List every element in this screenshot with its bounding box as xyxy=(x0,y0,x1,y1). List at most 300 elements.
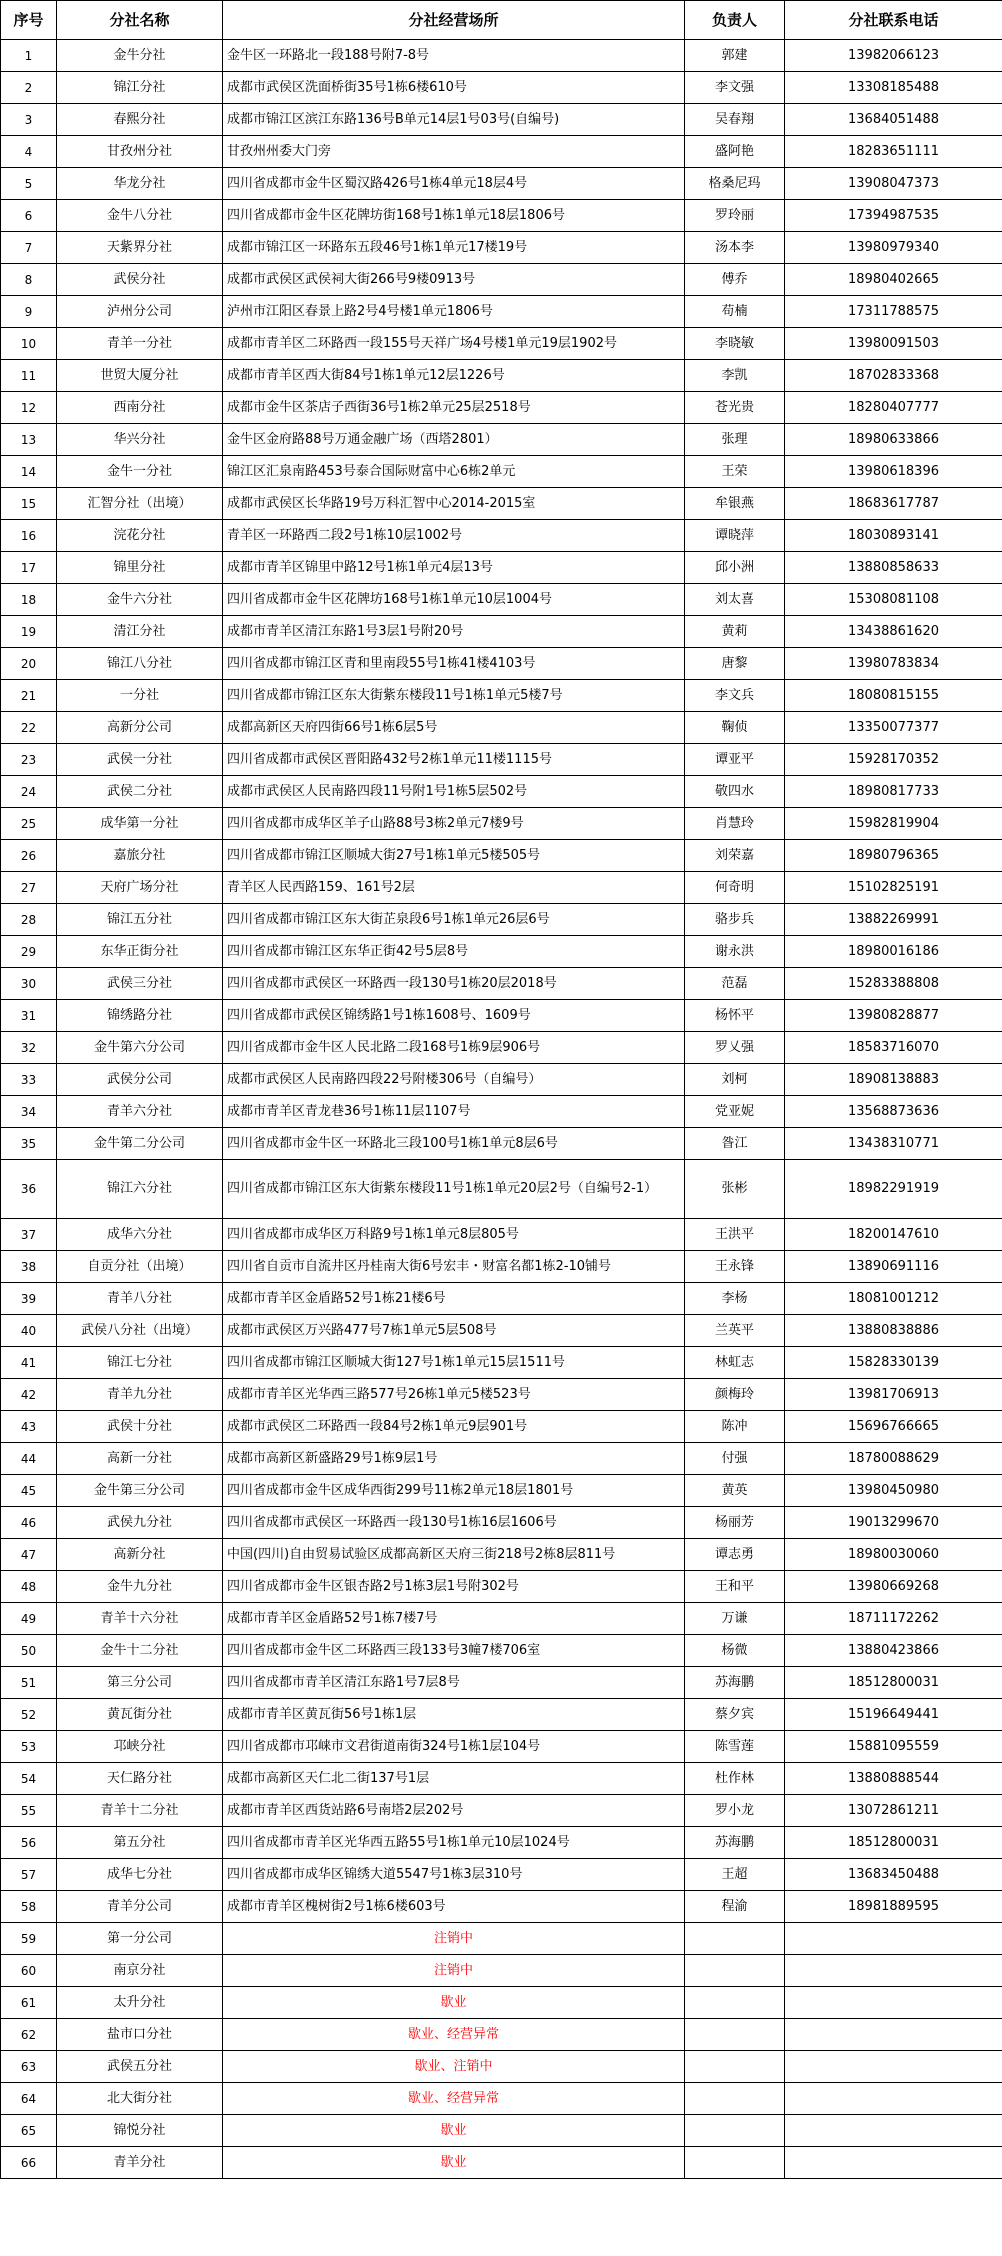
cell-no[interactable]: 62 xyxy=(1,2019,57,2051)
cell-phone[interactable]: 13350077377 xyxy=(785,712,1002,744)
cell-no[interactable]: 3 xyxy=(1,104,57,136)
cell-manager[interactable]: 陈冲 xyxy=(685,1411,785,1443)
cell-address[interactable]: 四川省成都市青羊区清江东路1号7层8号 xyxy=(223,1667,685,1699)
cell-address[interactable]: 成都市武侯区人民南路四段22号附楼306号（自编号） xyxy=(223,1064,685,1096)
cell-status[interactable]: 注销中 xyxy=(223,1923,685,1955)
cell-manager[interactable]: 王永锋 xyxy=(685,1251,785,1283)
cell-phone[interactable]: 13684051488 xyxy=(785,104,1002,136)
cell-manager[interactable]: 吴春翔 xyxy=(685,104,785,136)
cell-address[interactable]: 成都市武侯区二环路西一段84号2栋1单元9层901号 xyxy=(223,1411,685,1443)
cell-manager[interactable]: 李晓敏 xyxy=(685,328,785,360)
cell-name[interactable]: 高新分社 xyxy=(57,1539,223,1571)
cell-manager[interactable] xyxy=(685,1987,785,2019)
cell-address[interactable]: 四川省成都市武侯区锦绣路1号1栋1608号、1609号 xyxy=(223,1000,685,1032)
cell-name[interactable]: 锦绣路分社 xyxy=(57,1000,223,1032)
cell-no[interactable]: 35 xyxy=(1,1128,57,1160)
cell-manager[interactable]: 苍光贵 xyxy=(685,392,785,424)
cell-address[interactable]: 四川省成都市武侯区一环路西一段130号1栋16层1606号 xyxy=(223,1507,685,1539)
cell-phone[interactable]: 18512800031 xyxy=(785,1667,1002,1699)
cell-name[interactable]: 青羊分公司 xyxy=(57,1891,223,1923)
cell-no[interactable]: 14 xyxy=(1,456,57,488)
cell-address[interactable]: 四川省成都市青羊区光华西五路55号1栋1单元10层1024号 xyxy=(223,1827,685,1859)
cell-address[interactable]: 四川省成都市锦江区东华正街42号5层8号 xyxy=(223,936,685,968)
cell-name[interactable]: 锦江八分社 xyxy=(57,648,223,680)
cell-address[interactable]: 成都市青羊区光华西三路577号26栋1单元5楼523号 xyxy=(223,1379,685,1411)
cell-address[interactable]: 成都市青羊区二环路西一段155号天祥广场4号楼1单元19层1902号 xyxy=(223,328,685,360)
cell-phone[interactable] xyxy=(785,1955,1002,1987)
cell-manager[interactable]: 鞠侦 xyxy=(685,712,785,744)
cell-no[interactable]: 32 xyxy=(1,1032,57,1064)
cell-name[interactable]: 自贡分社（出境） xyxy=(57,1251,223,1283)
cell-no[interactable]: 25 xyxy=(1,808,57,840)
cell-no[interactable]: 36 xyxy=(1,1160,57,1219)
cell-phone[interactable]: 18280407777 xyxy=(785,392,1002,424)
cell-phone[interactable]: 15283388808 xyxy=(785,968,1002,1000)
cell-phone[interactable]: 13980669268 xyxy=(785,1571,1002,1603)
cell-name[interactable]: 金牛九分社 xyxy=(57,1571,223,1603)
cell-phone[interactable]: 15196649441 xyxy=(785,1699,1002,1731)
cell-address[interactable]: 四川省成都市锦江区青和里南段55号1栋41楼4103号 xyxy=(223,648,685,680)
cell-no[interactable]: 51 xyxy=(1,1667,57,1699)
cell-address[interactable]: 成都市青羊区西货站路6号南塔2层202号 xyxy=(223,1795,685,1827)
cell-manager[interactable]: 苏海鹏 xyxy=(685,1827,785,1859)
cell-no[interactable]: 26 xyxy=(1,840,57,872)
cell-no[interactable]: 33 xyxy=(1,1064,57,1096)
cell-status[interactable]: 歇业、注销中 xyxy=(223,2051,685,2083)
cell-manager[interactable]: 黄莉 xyxy=(685,616,785,648)
cell-manager[interactable] xyxy=(685,2019,785,2051)
cell-phone[interactable]: 13683450488 xyxy=(785,1859,1002,1891)
cell-address[interactable]: 四川省成都市成华区锦绣大道5547号1栋3层310号 xyxy=(223,1859,685,1891)
cell-address[interactable]: 四川省自贡市自流井区丹桂南大街6号宏丰・财富名都1栋2-10铺号 xyxy=(223,1251,685,1283)
cell-address[interactable]: 四川省成都市金牛区一环路北三段100号1栋1单元8层6号 xyxy=(223,1128,685,1160)
cell-no[interactable]: 17 xyxy=(1,552,57,584)
cell-no[interactable]: 11 xyxy=(1,360,57,392)
cell-no[interactable]: 52 xyxy=(1,1699,57,1731)
cell-no[interactable]: 29 xyxy=(1,936,57,968)
cell-name[interactable]: 金牛第三分公司 xyxy=(57,1475,223,1507)
cell-no[interactable]: 1 xyxy=(1,40,57,72)
header-manager[interactable]: 负责人 xyxy=(685,1,785,40)
cell-phone[interactable]: 13880858633 xyxy=(785,552,1002,584)
cell-manager[interactable]: 党亚妮 xyxy=(685,1096,785,1128)
cell-no[interactable]: 12 xyxy=(1,392,57,424)
cell-name[interactable]: 武侯九分社 xyxy=(57,1507,223,1539)
cell-address[interactable]: 青羊区一环路西二段2号1栋10层1002号 xyxy=(223,520,685,552)
cell-phone[interactable]: 18080815155 xyxy=(785,680,1002,712)
cell-no[interactable]: 9 xyxy=(1,296,57,328)
cell-no[interactable]: 30 xyxy=(1,968,57,1000)
cell-no[interactable]: 15 xyxy=(1,488,57,520)
cell-name[interactable]: 东华正街分社 xyxy=(57,936,223,968)
cell-phone[interactable]: 15982819904 xyxy=(785,808,1002,840)
cell-name[interactable]: 北大街分社 xyxy=(57,2083,223,2115)
cell-phone[interactable] xyxy=(785,1987,1002,2019)
cell-manager[interactable]: 张彬 xyxy=(685,1160,785,1219)
cell-name[interactable]: 成华第一分社 xyxy=(57,808,223,840)
cell-manager[interactable]: 万谦 xyxy=(685,1603,785,1635)
cell-address[interactable]: 四川省成都市锦江区东大街芷泉段6号1栋1单元26层6号 xyxy=(223,904,685,936)
cell-manager[interactable]: 兰英平 xyxy=(685,1315,785,1347)
cell-address[interactable]: 甘孜州州委大门旁 xyxy=(223,136,685,168)
cell-manager[interactable]: 傅乔 xyxy=(685,264,785,296)
cell-phone[interactable]: 13981706913 xyxy=(785,1379,1002,1411)
cell-name[interactable]: 武侯八分社（出境） xyxy=(57,1315,223,1347)
cell-manager[interactable]: 罗乂强 xyxy=(685,1032,785,1064)
cell-phone[interactable]: 18200147610 xyxy=(785,1219,1002,1251)
cell-name[interactable]: 武侯分公司 xyxy=(57,1064,223,1096)
cell-manager[interactable]: 何奇明 xyxy=(685,872,785,904)
cell-no[interactable]: 19 xyxy=(1,616,57,648)
cell-phone[interactable]: 15308081108 xyxy=(785,584,1002,616)
cell-address[interactable]: 成都市青羊区西大街84号1栋1单元12层1226号 xyxy=(223,360,685,392)
cell-phone[interactable]: 13308185488 xyxy=(785,72,1002,104)
cell-phone[interactable] xyxy=(785,2051,1002,2083)
cell-address[interactable]: 成都市高新区新盛路29号1栋9层1号 xyxy=(223,1443,685,1475)
cell-name[interactable]: 成华六分社 xyxy=(57,1219,223,1251)
cell-name[interactable]: 华兴分社 xyxy=(57,424,223,456)
cell-name[interactable]: 一分社 xyxy=(57,680,223,712)
cell-name[interactable]: 武侯分社 xyxy=(57,264,223,296)
cell-address[interactable]: 泸州市江阳区春景上路2号4号楼1单元1806号 xyxy=(223,296,685,328)
cell-name[interactable]: 金牛六分社 xyxy=(57,584,223,616)
cell-no[interactable]: 61 xyxy=(1,1987,57,2019)
cell-address[interactable]: 四川省成都市金牛区蜀汉路426号1栋4单元18层4号 xyxy=(223,168,685,200)
cell-manager[interactable]: 林虹志 xyxy=(685,1347,785,1379)
cell-phone[interactable]: 18980633866 xyxy=(785,424,1002,456)
cell-name[interactable]: 青羊十六分社 xyxy=(57,1603,223,1635)
cell-manager[interactable]: 杨丽芳 xyxy=(685,1507,785,1539)
cell-name[interactable]: 高新一分社 xyxy=(57,1443,223,1475)
cell-name[interactable]: 嘉旅分社 xyxy=(57,840,223,872)
cell-status[interactable]: 歇业、经营异常 xyxy=(223,2083,685,2115)
cell-phone[interactable]: 18030893141 xyxy=(785,520,1002,552)
cell-phone[interactable]: 19013299670 xyxy=(785,1507,1002,1539)
cell-phone[interactable]: 13438310771 xyxy=(785,1128,1002,1160)
cell-status[interactable]: 歇业、经营异常 xyxy=(223,2019,685,2051)
cell-no[interactable]: 23 xyxy=(1,744,57,776)
cell-no[interactable]: 66 xyxy=(1,2147,57,2179)
cell-phone[interactable]: 13880423866 xyxy=(785,1635,1002,1667)
cell-no[interactable]: 39 xyxy=(1,1283,57,1315)
cell-no[interactable]: 65 xyxy=(1,2115,57,2147)
cell-name[interactable]: 武侯十分社 xyxy=(57,1411,223,1443)
cell-address[interactable]: 四川省成都市成华区羊子山路88号3栋2单元7楼9号 xyxy=(223,808,685,840)
cell-phone[interactable]: 18702833368 xyxy=(785,360,1002,392)
cell-status[interactable]: 歇业 xyxy=(223,2115,685,2147)
cell-phone[interactable]: 18908138883 xyxy=(785,1064,1002,1096)
cell-name[interactable]: 金牛八分社 xyxy=(57,200,223,232)
cell-phone[interactable]: 15928170352 xyxy=(785,744,1002,776)
cell-manager[interactable]: 牟银燕 xyxy=(685,488,785,520)
cell-address[interactable]: 四川省成都市邛崃市文君街道南街324号1栋1层104号 xyxy=(223,1731,685,1763)
cell-no[interactable]: 63 xyxy=(1,2051,57,2083)
cell-name[interactable]: 武侯二分社 xyxy=(57,776,223,808)
cell-name[interactable]: 锦江分社 xyxy=(57,72,223,104)
cell-manager[interactable]: 盛阿艳 xyxy=(685,136,785,168)
cell-name[interactable]: 甘孜州分社 xyxy=(57,136,223,168)
cell-phone[interactable]: 13880888544 xyxy=(785,1763,1002,1795)
cell-no[interactable]: 21 xyxy=(1,680,57,712)
cell-name[interactable]: 天仁路分社 xyxy=(57,1763,223,1795)
cell-name[interactable]: 黄瓦街分社 xyxy=(57,1699,223,1731)
cell-manager[interactable]: 谭晓萍 xyxy=(685,520,785,552)
cell-no[interactable]: 8 xyxy=(1,264,57,296)
cell-phone[interactable]: 18980016186 xyxy=(785,936,1002,968)
cell-manager[interactable]: 李文强 xyxy=(685,72,785,104)
cell-no[interactable]: 48 xyxy=(1,1571,57,1603)
cell-name[interactable]: 金牛第六分公司 xyxy=(57,1032,223,1064)
cell-manager[interactable]: 付强 xyxy=(685,1443,785,1475)
cell-name[interactable]: 金牛分社 xyxy=(57,40,223,72)
cell-address[interactable]: 金牛区一环路北一段188号附7-8号 xyxy=(223,40,685,72)
cell-name[interactable]: 武侯五分社 xyxy=(57,2051,223,2083)
cell-manager[interactable]: 刘太喜 xyxy=(685,584,785,616)
cell-phone[interactable]: 13980091503 xyxy=(785,328,1002,360)
cell-manager[interactable]: 骆步兵 xyxy=(685,904,785,936)
cell-address[interactable]: 成都市青羊区青龙巷36号1栋11层1107号 xyxy=(223,1096,685,1128)
cell-manager[interactable]: 杨怀平 xyxy=(685,1000,785,1032)
cell-name[interactable]: 天府广场分社 xyxy=(57,872,223,904)
cell-status[interactable]: 歇业 xyxy=(223,2147,685,2179)
cell-manager[interactable]: 格桑尼玛 xyxy=(685,168,785,200)
cell-no[interactable]: 5 xyxy=(1,168,57,200)
cell-name[interactable]: 青羊六分社 xyxy=(57,1096,223,1128)
cell-name[interactable]: 汇智分社（出境） xyxy=(57,488,223,520)
cell-no[interactable]: 28 xyxy=(1,904,57,936)
cell-phone[interactable]: 18283651111 xyxy=(785,136,1002,168)
cell-no[interactable]: 18 xyxy=(1,584,57,616)
cell-manager[interactable]: 王洪平 xyxy=(685,1219,785,1251)
cell-status[interactable]: 歇业 xyxy=(223,1987,685,2019)
cell-phone[interactable]: 18583716070 xyxy=(785,1032,1002,1064)
cell-address[interactable]: 四川省成都市金牛区银杏路2号1栋3层1号附302号 xyxy=(223,1571,685,1603)
cell-address[interactable]: 成都市青羊区金盾路52号1栋21楼6号 xyxy=(223,1283,685,1315)
cell-status[interactable]: 注销中 xyxy=(223,1955,685,1987)
cell-phone[interactable]: 13908047373 xyxy=(785,168,1002,200)
cell-no[interactable]: 40 xyxy=(1,1315,57,1347)
cell-manager[interactable]: 王和平 xyxy=(685,1571,785,1603)
cell-name[interactable]: 锦江七分社 xyxy=(57,1347,223,1379)
cell-name[interactable]: 金牛一分社 xyxy=(57,456,223,488)
cell-address[interactable]: 四川省成都市锦江区顺城大街27号1栋1单元5楼505号 xyxy=(223,840,685,872)
cell-name[interactable]: 锦里分社 xyxy=(57,552,223,584)
cell-no[interactable]: 34 xyxy=(1,1096,57,1128)
cell-name[interactable]: 太升分社 xyxy=(57,1987,223,2019)
cell-manager[interactable]: 李凯 xyxy=(685,360,785,392)
cell-manager[interactable]: 李杨 xyxy=(685,1283,785,1315)
cell-no[interactable]: 45 xyxy=(1,1475,57,1507)
cell-manager[interactable]: 蔡夕宾 xyxy=(685,1699,785,1731)
cell-phone[interactable]: 13982066123 xyxy=(785,40,1002,72)
cell-manager[interactable]: 李文兵 xyxy=(685,680,785,712)
cell-name[interactable]: 世贸大厦分社 xyxy=(57,360,223,392)
cell-address[interactable]: 成都市青羊区槐树街2号1栋6楼603号 xyxy=(223,1891,685,1923)
cell-no[interactable]: 4 xyxy=(1,136,57,168)
cell-no[interactable]: 24 xyxy=(1,776,57,808)
cell-no[interactable]: 7 xyxy=(1,232,57,264)
cell-name[interactable]: 锦江五分社 xyxy=(57,904,223,936)
cell-phone[interactable]: 15696766665 xyxy=(785,1411,1002,1443)
cell-address[interactable]: 四川省成都市锦江区东大街紫东楼段11号1栋1单元5楼7号 xyxy=(223,680,685,712)
cell-phone[interactable]: 13880838886 xyxy=(785,1315,1002,1347)
cell-address[interactable]: 成都市武侯区武侯祠大街266号9楼0913号 xyxy=(223,264,685,296)
cell-address[interactable]: 成都市武侯区长华路19号万科汇智中心2014-2015室 xyxy=(223,488,685,520)
cell-manager[interactable]: 唐黎 xyxy=(685,648,785,680)
cell-no[interactable]: 55 xyxy=(1,1795,57,1827)
cell-name[interactable]: 武侯一分社 xyxy=(57,744,223,776)
cell-manager[interactable]: 谭志勇 xyxy=(685,1539,785,1571)
cell-phone[interactable]: 17311788575 xyxy=(785,296,1002,328)
cell-name[interactable]: 第五分社 xyxy=(57,1827,223,1859)
cell-manager[interactable]: 王荣 xyxy=(685,456,785,488)
cell-name[interactable]: 第三分公司 xyxy=(57,1667,223,1699)
cell-name[interactable]: 西南分社 xyxy=(57,392,223,424)
cell-no[interactable]: 42 xyxy=(1,1379,57,1411)
cell-address[interactable]: 四川省成都市金牛区二环路西三段133号3幢7楼706室 xyxy=(223,1635,685,1667)
cell-phone[interactable]: 13980618396 xyxy=(785,456,1002,488)
header-address[interactable]: 分社经营场所 xyxy=(223,1,685,40)
cell-manager[interactable]: 敬四水 xyxy=(685,776,785,808)
cell-name[interactable]: 青羊分社 xyxy=(57,2147,223,2179)
cell-manager[interactable] xyxy=(685,1955,785,1987)
cell-manager[interactable]: 程渝 xyxy=(685,1891,785,1923)
cell-no[interactable]: 43 xyxy=(1,1411,57,1443)
cell-manager[interactable]: 苏海鹏 xyxy=(685,1667,785,1699)
header-no[interactable]: 序号 xyxy=(1,1,57,40)
cell-address[interactable]: 四川省成都市锦江区顺城大街127号1栋1单元15层1511号 xyxy=(223,1347,685,1379)
cell-phone[interactable]: 18780088629 xyxy=(785,1443,1002,1475)
cell-phone[interactable] xyxy=(785,1923,1002,1955)
cell-no[interactable]: 64 xyxy=(1,2083,57,2115)
cell-manager[interactable]: 谭亚平 xyxy=(685,744,785,776)
cell-name[interactable]: 华龙分社 xyxy=(57,168,223,200)
cell-address[interactable]: 四川省成都市金牛区花牌坊街168号1栋1单元18层1806号 xyxy=(223,200,685,232)
cell-name[interactable]: 青羊九分社 xyxy=(57,1379,223,1411)
cell-phone[interactable]: 18981889595 xyxy=(785,1891,1002,1923)
cell-phone[interactable]: 18982291919 xyxy=(785,1160,1002,1219)
cell-name[interactable]: 南京分社 xyxy=(57,1955,223,1987)
cell-manager[interactable]: 张理 xyxy=(685,424,785,456)
cell-no[interactable]: 47 xyxy=(1,1539,57,1571)
cell-manager[interactable]: 罗玲丽 xyxy=(685,200,785,232)
cell-name[interactable]: 邛峡分社 xyxy=(57,1731,223,1763)
cell-name[interactable]: 金牛十二分社 xyxy=(57,1635,223,1667)
cell-address[interactable]: 成都市武侯区万兴路477号7栋1单元5层508号 xyxy=(223,1315,685,1347)
cell-phone[interactable]: 18683617787 xyxy=(785,488,1002,520)
cell-name[interactable]: 成华七分社 xyxy=(57,1859,223,1891)
cell-name[interactable]: 锦悦分社 xyxy=(57,2115,223,2147)
cell-no[interactable]: 6 xyxy=(1,200,57,232)
cell-manager[interactable]: 颜梅玲 xyxy=(685,1379,785,1411)
cell-no[interactable]: 57 xyxy=(1,1859,57,1891)
cell-address[interactable]: 成都市高新区天仁北二街137号1层 xyxy=(223,1763,685,1795)
cell-manager[interactable]: 罗小龙 xyxy=(685,1795,785,1827)
cell-phone[interactable] xyxy=(785,2019,1002,2051)
cell-name[interactable]: 高新分公司 xyxy=(57,712,223,744)
cell-no[interactable]: 16 xyxy=(1,520,57,552)
cell-manager[interactable]: 刘柯 xyxy=(685,1064,785,1096)
cell-address[interactable]: 金牛区金府路88号万通金融广场（西塔2801） xyxy=(223,424,685,456)
cell-no[interactable]: 20 xyxy=(1,648,57,680)
cell-address[interactable]: 四川省成都市金牛区人民北路二段168号1栋9层906号 xyxy=(223,1032,685,1064)
cell-name[interactable]: 浣花分社 xyxy=(57,520,223,552)
cell-phone[interactable]: 13072861211 xyxy=(785,1795,1002,1827)
cell-phone[interactable]: 13980828877 xyxy=(785,1000,1002,1032)
cell-address[interactable]: 成都市锦江区一环路东五段46号1栋1单元17楼19号 xyxy=(223,232,685,264)
cell-no[interactable]: 27 xyxy=(1,872,57,904)
cell-address[interactable]: 青羊区人民西路159、161号2层 xyxy=(223,872,685,904)
header-name[interactable]: 分社名称 xyxy=(57,1,223,40)
cell-address[interactable]: 锦江区汇泉南路453号泰合国际财富中心6栋2单元 xyxy=(223,456,685,488)
cell-no[interactable]: 58 xyxy=(1,1891,57,1923)
cell-manager[interactable] xyxy=(685,1923,785,1955)
cell-manager[interactable]: 郭建 xyxy=(685,40,785,72)
cell-phone[interactable] xyxy=(785,2115,1002,2147)
cell-phone[interactable]: 18711172262 xyxy=(785,1603,1002,1635)
cell-no[interactable]: 10 xyxy=(1,328,57,360)
cell-no[interactable]: 22 xyxy=(1,712,57,744)
cell-manager[interactable] xyxy=(685,2083,785,2115)
cell-no[interactable]: 50 xyxy=(1,1635,57,1667)
cell-no[interactable]: 60 xyxy=(1,1955,57,1987)
cell-phone[interactable]: 18980796365 xyxy=(785,840,1002,872)
cell-manager[interactable]: 肖慧玲 xyxy=(685,808,785,840)
cell-phone[interactable] xyxy=(785,2083,1002,2115)
cell-name[interactable]: 锦江六分社 xyxy=(57,1160,223,1219)
cell-phone[interactable]: 13890691116 xyxy=(785,1251,1002,1283)
cell-no[interactable]: 56 xyxy=(1,1827,57,1859)
cell-name[interactable]: 第一分公司 xyxy=(57,1923,223,1955)
cell-manager[interactable]: 苟楠 xyxy=(685,296,785,328)
cell-no[interactable]: 31 xyxy=(1,1000,57,1032)
cell-address[interactable]: 四川省成都市金牛区花牌坊168号1栋1单元10层1004号 xyxy=(223,584,685,616)
cell-manager[interactable]: 陈雪莲 xyxy=(685,1731,785,1763)
cell-no[interactable]: 2 xyxy=(1,72,57,104)
cell-address[interactable]: 成都市锦江区滨江东路136号B单元14层1号03号(自编号) xyxy=(223,104,685,136)
cell-manager[interactable]: 杜作林 xyxy=(685,1763,785,1795)
cell-phone[interactable]: 15828330139 xyxy=(785,1347,1002,1379)
cell-phone[interactable]: 18512800031 xyxy=(785,1827,1002,1859)
cell-address[interactable]: 四川省成都市锦江区东大街紫东楼段11号1栋1单元20层2号（自编号2-1） xyxy=(223,1160,685,1219)
cell-manager[interactable]: 范磊 xyxy=(685,968,785,1000)
cell-phone[interactable]: 13980979340 xyxy=(785,232,1002,264)
cell-no[interactable]: 41 xyxy=(1,1347,57,1379)
cell-phone[interactable]: 13882269991 xyxy=(785,904,1002,936)
cell-manager[interactable] xyxy=(685,2115,785,2147)
cell-no[interactable]: 37 xyxy=(1,1219,57,1251)
cell-phone[interactable]: 15881095559 xyxy=(785,1731,1002,1763)
cell-no[interactable]: 49 xyxy=(1,1603,57,1635)
cell-name[interactable]: 清江分社 xyxy=(57,616,223,648)
cell-phone[interactable]: 13568873636 xyxy=(785,1096,1002,1128)
cell-phone[interactable]: 13980783834 xyxy=(785,648,1002,680)
cell-address[interactable]: 成都市金牛区茶店子西街36号1栋2单元25层2518号 xyxy=(223,392,685,424)
cell-no[interactable]: 44 xyxy=(1,1443,57,1475)
cell-address[interactable]: 四川省成都市武侯区一环路西一段130号1栋20层2018号 xyxy=(223,968,685,1000)
cell-manager[interactable]: 黄英 xyxy=(685,1475,785,1507)
cell-name[interactable]: 天紫界分社 xyxy=(57,232,223,264)
cell-manager[interactable]: 谢永洪 xyxy=(685,936,785,968)
cell-no[interactable]: 13 xyxy=(1,424,57,456)
cell-address[interactable]: 中国(四川)自由贸易试验区成都高新区天府三街218号2栋8层811号 xyxy=(223,1539,685,1571)
cell-no[interactable]: 59 xyxy=(1,1923,57,1955)
cell-name[interactable]: 武侯三分社 xyxy=(57,968,223,1000)
cell-phone[interactable]: 15102825191 xyxy=(785,872,1002,904)
cell-manager[interactable]: 汤本李 xyxy=(685,232,785,264)
cell-address[interactable]: 四川省成都市金牛区成华西街299号11栋2单元18层1801号 xyxy=(223,1475,685,1507)
cell-phone[interactable]: 13980450980 xyxy=(785,1475,1002,1507)
